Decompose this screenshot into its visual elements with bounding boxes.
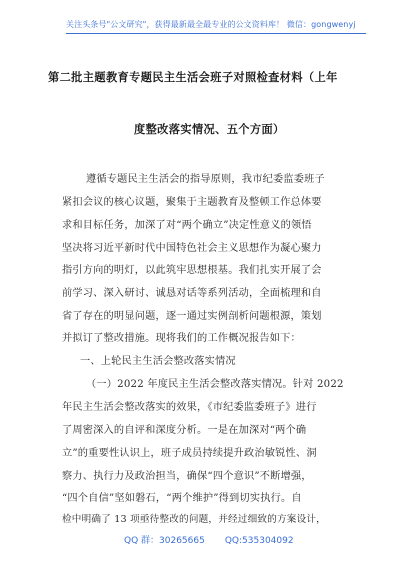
footer-contact	[124, 533, 324, 546]
body-line: 并拟订了整改措施。现将我们的工作概况报告如下：	[62, 333, 301, 344]
body-line: 求和目标任务，加深了对“两个确立”决定性意义的领悟	[62, 220, 312, 231]
section-line: 年民主生活会整改落实的效果，《市纪委监委班子》进行	[62, 402, 317, 413]
body-line: 前学习、深入研讨、诚恳对话等系列活动，全面梳理和自	[62, 288, 322, 299]
body-line: 遵循专题民主生活会的指导原则，我市纪委监委班子	[86, 174, 325, 185]
qq-contact-label: QQ:535304092	[224, 536, 294, 546]
section-line: 了周密深入的自评和深度分析。一是在加深对“两个确	[62, 425, 307, 436]
header-banner: 关注头条号"公文研究"，获得最新最全最专业的公文资料库！ 微信：gongwenyj	[66, 20, 356, 29]
body-line: 紧扣会议的核心议题，聚集于主题教育及整顿工作总体要	[62, 197, 322, 208]
section-line: 检中明确了 13 项亟待整改的问题，并经过细致的方案设计，	[62, 514, 326, 525]
document-title-line-1: 第二批主题教育专题民主生活会班子对照检查材料（上年	[48, 71, 338, 84]
section-heading: 一、上轮民主生活会整改落实情况	[80, 356, 236, 367]
section-line: （一）2022 年度民主生活会整改落实情况。针对 2022	[86, 379, 344, 390]
section-line: 立”的重要性认识上，班子成员持续提升政治敏锐性、洞	[62, 448, 317, 459]
body-line: 省了存在的明显问题，逐一通过实例剖析问题根源，策划	[62, 311, 322, 322]
section-line: 察力、执行力及政治担当，确保“四个意识”不断增强，	[62, 471, 312, 482]
body-line: 坚决将习近平新时代中国特色社会主义思想作为凝心聚力	[62, 243, 322, 254]
body-line: 指引方向的明灯，以此筑牢思想根基。我们扎实开展了会	[62, 265, 322, 276]
document-title-line-2: 度整改落实情况、五个方面）	[134, 123, 285, 136]
header-divider	[66, 33, 366, 34]
section-line: “四个自信”坚如磐石，“两个维护”得到切实执行。自	[62, 493, 302, 504]
qq-group-label: QQ 群：30265665	[124, 536, 205, 546]
